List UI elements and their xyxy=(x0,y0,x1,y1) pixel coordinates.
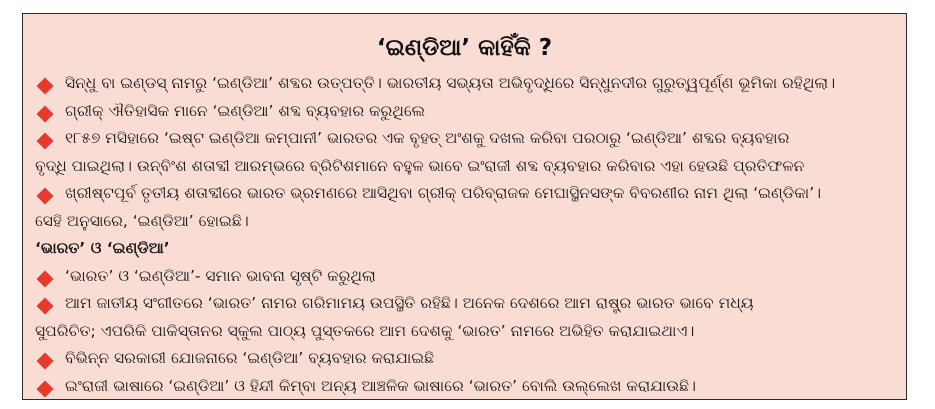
bullet-item xyxy=(35,180,894,208)
bullet-item xyxy=(35,290,894,318)
info-box xyxy=(22,13,907,400)
bullet-item xyxy=(35,345,894,373)
diamond-bullet-icon xyxy=(37,188,54,205)
continuation-line: ସେହି ଅନୁସାରେ, ‘ଇଣ୍ଡିଆ’ ହୋଇଛି। xyxy=(35,211,249,230)
bullet-text: ଆମ ଜାତୀୟ ସଂଗୀତରେ ‘ଭାରତ’ ନାମର ଗରିମାମୟ ଉପସ୍ଥିତି ରହିଛି। ଅନେକ ଦେଶରେ ଆମ ରାଷ୍ଟ୍ର ଭାରତ ଭାବେ ମଧ୍ୟ xyxy=(65,294,754,312)
bullet-item xyxy=(35,98,894,126)
diamond-bullet-icon xyxy=(37,105,54,122)
bullet-item xyxy=(35,125,894,153)
diamond-bullet-icon xyxy=(37,133,54,150)
diamond-bullet-icon xyxy=(37,353,54,370)
continuation-line: ବୃଦ୍ଧି ପାଇଥିଲା। ଉନ୍‌ବିଂଶ ଶତାବ୍ଦୀ ଆରମ୍ଭରେ ବ୍ରିଟିଶମାନେ ବହୁଳ ଭାବେ ଇଂରାଜୀ ଶବ୍ଦ ବ୍ୟବହାର କରିବାର ଏହା ହେଉଛି ପ୍ରତିଫଳନ xyxy=(35,156,805,175)
bullet-item xyxy=(35,373,894,401)
section-heading: ‘ଭାରତ’ ଓ ‘ଇଣ୍ଡିଆ’ xyxy=(35,239,170,257)
bullet-item xyxy=(35,263,894,291)
diamond-bullet-icon xyxy=(37,298,54,315)
diamond-bullet-icon xyxy=(37,78,54,95)
bullet-text: ସିନ୍ଧୁ ବା ଇଣ୍ଡସ୍ ନାମରୁ ‘ଇଣ୍ଡିଆ’ ଶବ୍ଦର ଉତ୍ପତ୍ତି। ଭାରତୀୟ ସଭ୍ୟତା ଅଭିବୃଦ୍ଧିରେ ସିନ୍ଧୁନଦୀର ଗୁରୁତ୍ୱପୂର୍ଣ୍ଣ ଭୂମିକା ରହିଥିଲା। xyxy=(65,74,836,92)
continuation-line: ସୁପରିଚିତ; ଏପରିକି ପାକିସ୍ତାନର ସ୍କୁଲ ପାଠ୍ୟ ପୁସ୍ତକରେ ଆମ ଦେଶକୁ ‘ଭାରତ’ ନାମରେ ଅଭିହିତ କରାଯାଇଥାଏ। xyxy=(35,321,695,340)
bullet-text: ଇଂରାଜୀ ଭାଷାରେ ‘ଇଣ୍ଡିଆ’ ଓ ହିନ୍ଦୀ କିମ୍ବା ଅନ୍ୟ ଆଞ୍ଚଳିକ ଭାଷାରେ ‘ଭାରତ’ ବୋଲି ଉଲ୍ଲେଖ କରାଯାଉଛି। xyxy=(65,376,696,395)
bullet-item xyxy=(35,70,894,98)
box-title: ‘ଇଣ୍ଡିଆ’ କାହିଁକି ? xyxy=(376,35,553,61)
bullet-text: ଖ୍ରୀଷ୍ଟପୂର୍ବ ତୃତୀୟ ଶତାବ୍ଦୀରେ ଭାରତ ଭ୍ରମଣରେ ଆସିଥିବା ଗ୍ରୀକ୍ ପରିବ୍ରାଜକ ମେଘାସ୍ଥିନସଙ୍କ ବିବରଣୀର ନାମ ଥିଲା ‘ଇଣ୍ଡିକା’। xyxy=(65,184,822,202)
diamond-bullet-icon xyxy=(37,270,54,287)
bullet-text: ୧୮୫୭ ମସିହାରେ ‘ଇଷ୍ଟ ଇଣ୍ଡିଆ କମ୍ପାନୀ’ ଭାରତର ଏକ ବୃହତ୍ ଅଂଶକୁ ଦଖଲ କରିବା ପରଠାରୁ ‘ଇଣ୍ଡିଆ’ ଶବ୍ଦର ବ୍ୟବହାର xyxy=(65,129,790,147)
diamond-bullet-icon xyxy=(37,380,54,397)
bullet-text: ବିଭିନ୍ନ ସରକାରୀ ଯୋଜନାରେ ‘ଇଣ୍ଡିଆ’ ବ୍ୟବହାର କରାଯାଇଛି xyxy=(65,349,435,367)
bullet-text: ଗ୍ରୀକ୍ ଐତିହାସିକ ମାନେ ‘ଇଣ୍ଡିଆ’ ଶବ୍ଦ ବ୍ୟବହାର କରୁଥିଲେ xyxy=(65,101,426,120)
bullet-text: ‘ଭାରତ’ ଓ ‘ଇଣ୍ଡିଆ’- ସମାନ ଭାବନା ସୃଷ୍ଟି କରୁଥିଲା xyxy=(65,266,376,285)
